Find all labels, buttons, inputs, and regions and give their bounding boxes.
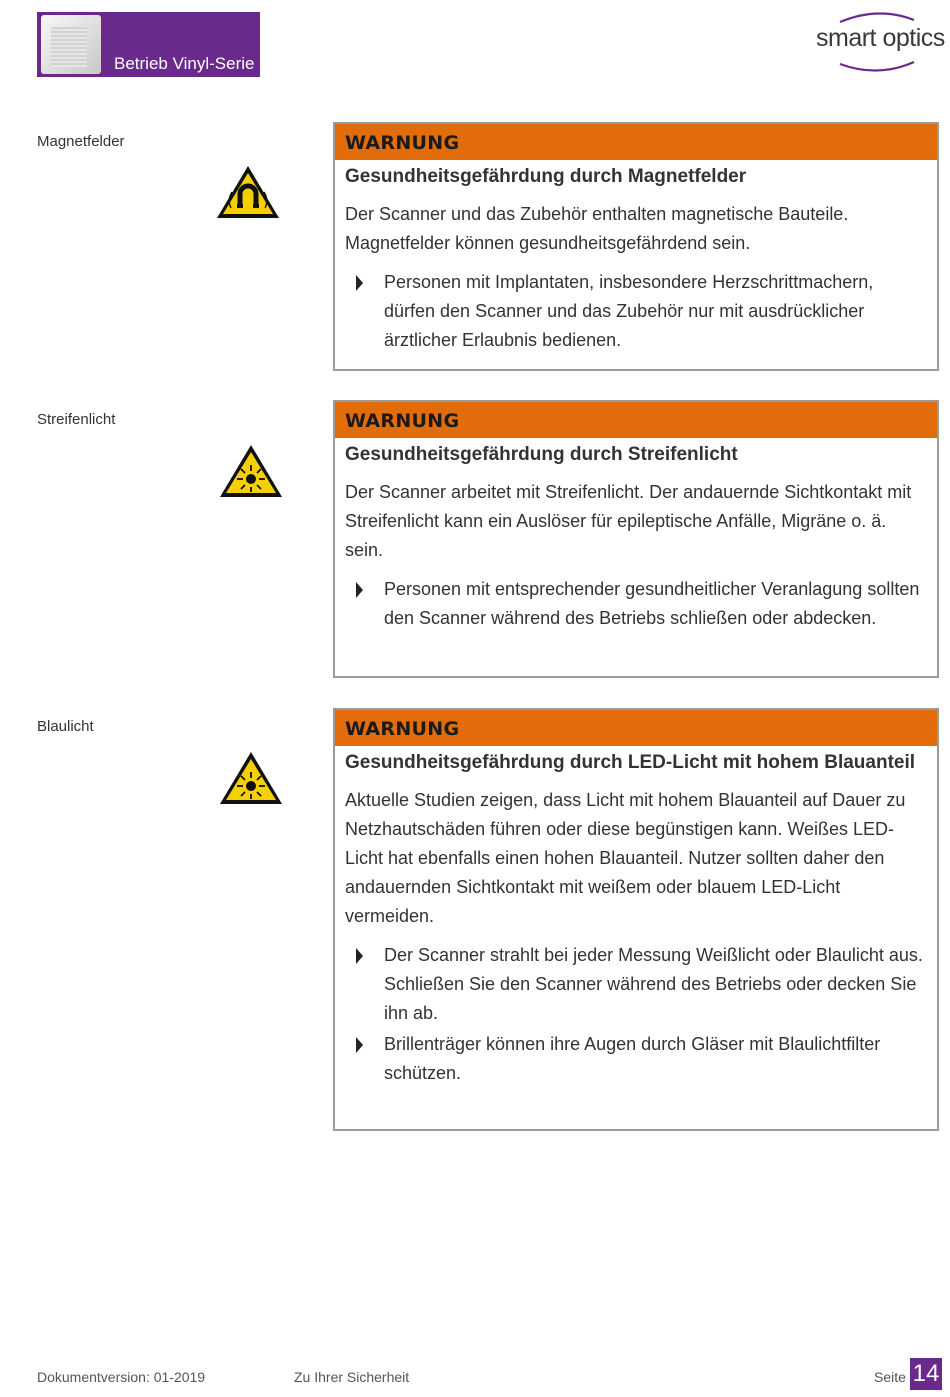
signal-word: WARNUNG: [335, 710, 937, 746]
footer-page-label: Seite: [874, 1369, 906, 1385]
header-badge: [37, 12, 260, 77]
magnetic-field-warning-icon: [215, 164, 281, 220]
signal-word: WARNUNG: [335, 402, 937, 438]
arrow-bullet-icon: [356, 582, 363, 598]
arrow-bullet-icon: [356, 1037, 363, 1053]
warning-box-magnetfelder: [333, 122, 939, 371]
warning-title: Gesundheitsgefährdung durch Streifenlicht: [345, 444, 738, 465]
list-item-text: Personen mit entsprechender gesundheitlicher Veranlagung sollten den Scanner während des Betriebs schließen oder abdecken.: [384, 579, 920, 628]
list-item: [345, 268, 927, 355]
warning-title: Gesundheitsgefährdung durch LED-Licht mit hohem Blauanteil: [345, 752, 916, 773]
scanner-thumbnail-image: [41, 15, 101, 74]
arrow-bullet-icon: [356, 275, 363, 291]
list-item-text: Der Scanner strahlt bei jeder Messung Weißlicht oder Blaulicht aus. Schließen Sie den Scanner während des Betriebs oder decken Sie ihn ab.: [384, 945, 923, 1023]
smart-optics-logo: [810, 8, 945, 76]
warning-box-blaulicht: [333, 708, 939, 1131]
warning-text: Der Scanner und das Zubehör enthalten magnetische Bauteile. Magnetfelder können gesundheitsgefährdend sein.: [345, 204, 849, 253]
warning-title: Gesundheitsgefährdung durch Magnetfelder: [345, 166, 747, 187]
list-item-text: Brillenträger können ihre Augen durch Gläser mit Blaulichtfilter schützen.: [384, 1034, 881, 1083]
logo-text: smart optics: [816, 24, 945, 52]
list-item-text: Personen mit Implantaten, insbesondere Herzschrittmachern, dürfen den Scanner und das Zubehör nur mit ausdrücklicher ärztlicher Erlaubnis bedienen.: [384, 272, 874, 350]
instruction-list: [335, 931, 937, 1102]
arrow-bullet-icon: [356, 948, 363, 964]
optical-radiation-warning-icon: [218, 443, 284, 499]
section-label-streifenlicht: Streifenlicht: [37, 411, 116, 428]
signal-word: WARNUNG: [335, 124, 937, 160]
instruction-list: [335, 565, 937, 647]
instruction-list: [335, 258, 937, 369]
list-item: [345, 1030, 927, 1088]
page-number: 14: [910, 1358, 942, 1390]
header-title: Betrieb Vinyl-Serie: [114, 54, 255, 73]
warning-text: Der Scanner arbeitet mit Streifenlicht. Der andauernde Sichtkontakt mit Streifenlicht kann ein Auslöser für epileptische Anfälle, Migräne o. ä. sein.: [345, 482, 912, 560]
warning-box-streifenlicht: [333, 400, 939, 678]
list-item: [345, 941, 927, 1028]
footer-version: Dokumentversion: 01-2019: [37, 1369, 206, 1385]
footer-chapter: Zu Ihrer Sicherheit: [294, 1369, 410, 1385]
section-label-magnetfelder: Magnetfelder: [37, 133, 125, 150]
optical-radiation-warning-icon: [218, 750, 284, 806]
list-item: [345, 575, 927, 633]
section-label-blaulicht: Blaulicht: [37, 718, 94, 735]
warning-text: Aktuelle Studien zeigen, dass Licht mit hohem Blauanteil auf Dauer zu Netzhautschäden führen oder diese begünstigen kann. Weißes LED-Licht hat ebenfalls einen hohen Blauanteil. Nutzer sollten daher den andauernden Sichtkontakt mit weißem oder blauem LED-Licht vermeiden.: [345, 790, 906, 926]
